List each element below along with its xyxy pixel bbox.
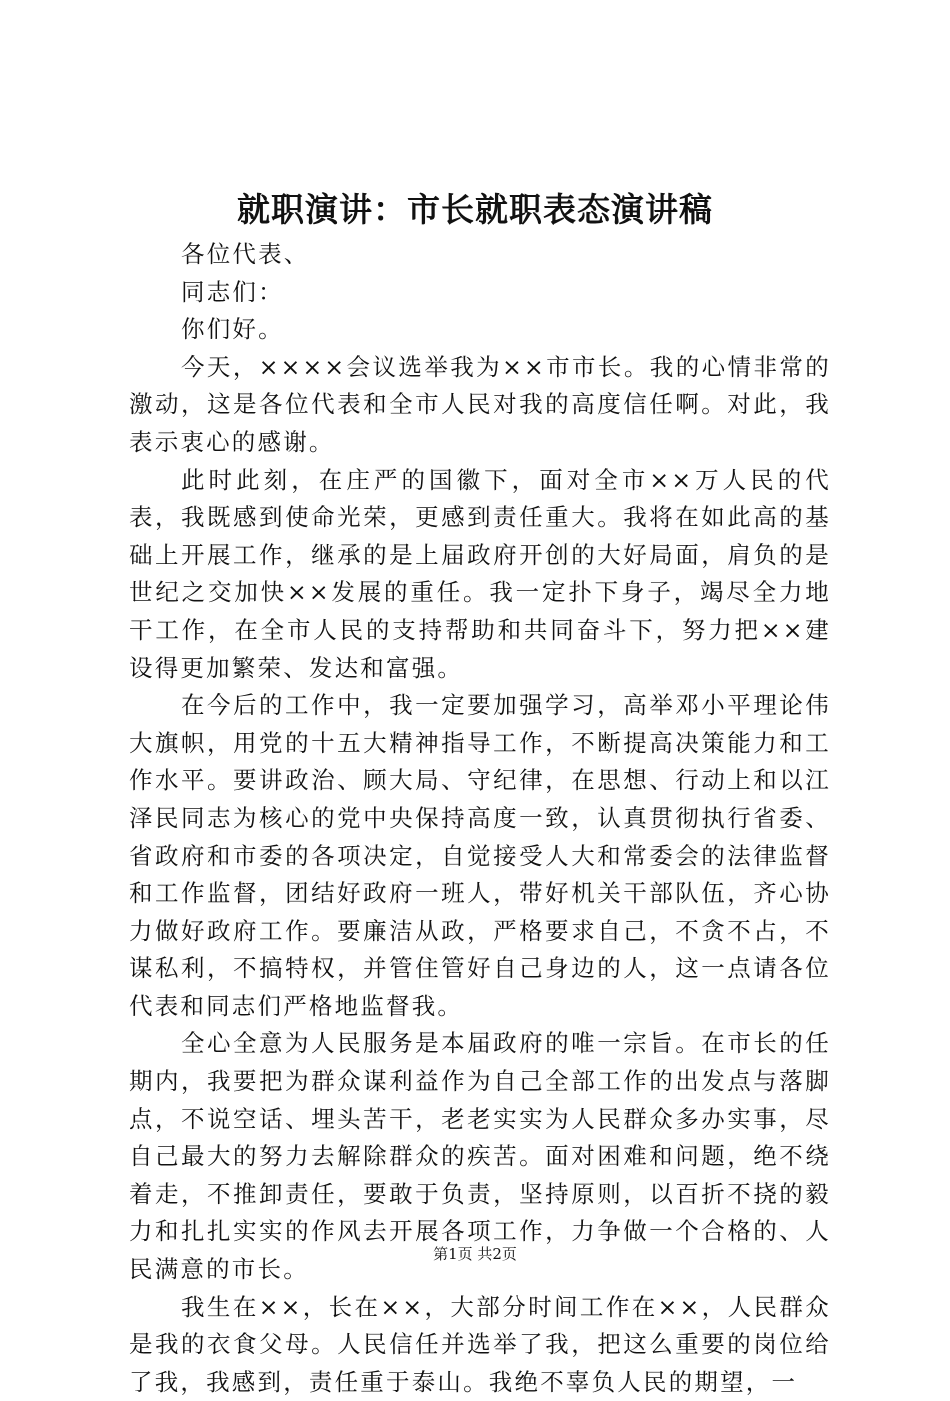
body-paragraph: 全心全意为人民服务是本届政府的唯一宗旨。在市长的任期内，我要把为群众谋利益作为自己全部工作的出发点与落脚点，不说空话、埋头苦干，老老实实为人民群众多办实事，尽自己最大的努力去解除群众的疾苦。面对困难和问题，绝不绕着走，不推卸责任，要敢于负责，坚持原则，以百折不挠的毅力和扎扎实实的作风去开展各项工作，力争做一个合格的、人民满意的市长。: [129, 1029, 831, 1284]
body-paragraph: 我生在××，长在××，大部分时间工作在××，人民群众是我的衣食父母。人民信任并选举了我，把这么重要的岗位给了我，我感到，责任重于泰山。我绝不辜负人民的期望，一: [129, 1292, 831, 1396]
page-number-footer: 第1页 共2页: [433, 1245, 517, 1263]
page-title: 就职演讲：市长就职表态演讲稿: [237, 190, 713, 229]
greeting-line: 你们好。: [181, 315, 284, 344]
body-paragraph: 此时此刻，在庄严的国徽下，面对全市××万人民的代表，我既感到使命光荣，更感到责任重大。我将在如此高的基础上开展工作，继承的是上届政府开创的大好局面，肩负的是世纪之交加快××发展的重任。我一定扑下身子，竭尽全力地干工作，在全市人民的支持帮助和共同奋斗下，努力把××建设得更加繁荣、发达和富强。: [129, 465, 831, 682]
salutation-line: 各位代表、: [181, 240, 310, 268]
body-paragraph: 在今后的工作中，我一定要加强学习，高举邓小平理论伟大旗帜，用党的十五大精神指导工作，不断提高决策能力和工作水平。要讲政治、顾大局、守纪律，在思想、行动上和以江泽民同志为核心的党中央保持高度一致，认真贯彻执行省委、省政府和市委的各项决定，自觉接受人大和常委会的法律监督和工作监督，团结好政府一班人，带好机关干部队伍，齐心协力做好政府工作。要廉洁从政，严格要求自己，不贪不占，不谋私利，不搞特权，并管住管好自己身边的人，这一点请各位代表和同志们严格地监督我。: [129, 691, 831, 1020]
document-body: [129, 236, 831, 1401]
salutation-line: 同志们：: [181, 277, 284, 306]
body-paragraph: 今天，××××会议选举我为××市市长。我的心情非常的激动，这是各位代表和全市人民对我的高度信任啊。对此，我表示衷心的感谢。: [129, 352, 831, 456]
